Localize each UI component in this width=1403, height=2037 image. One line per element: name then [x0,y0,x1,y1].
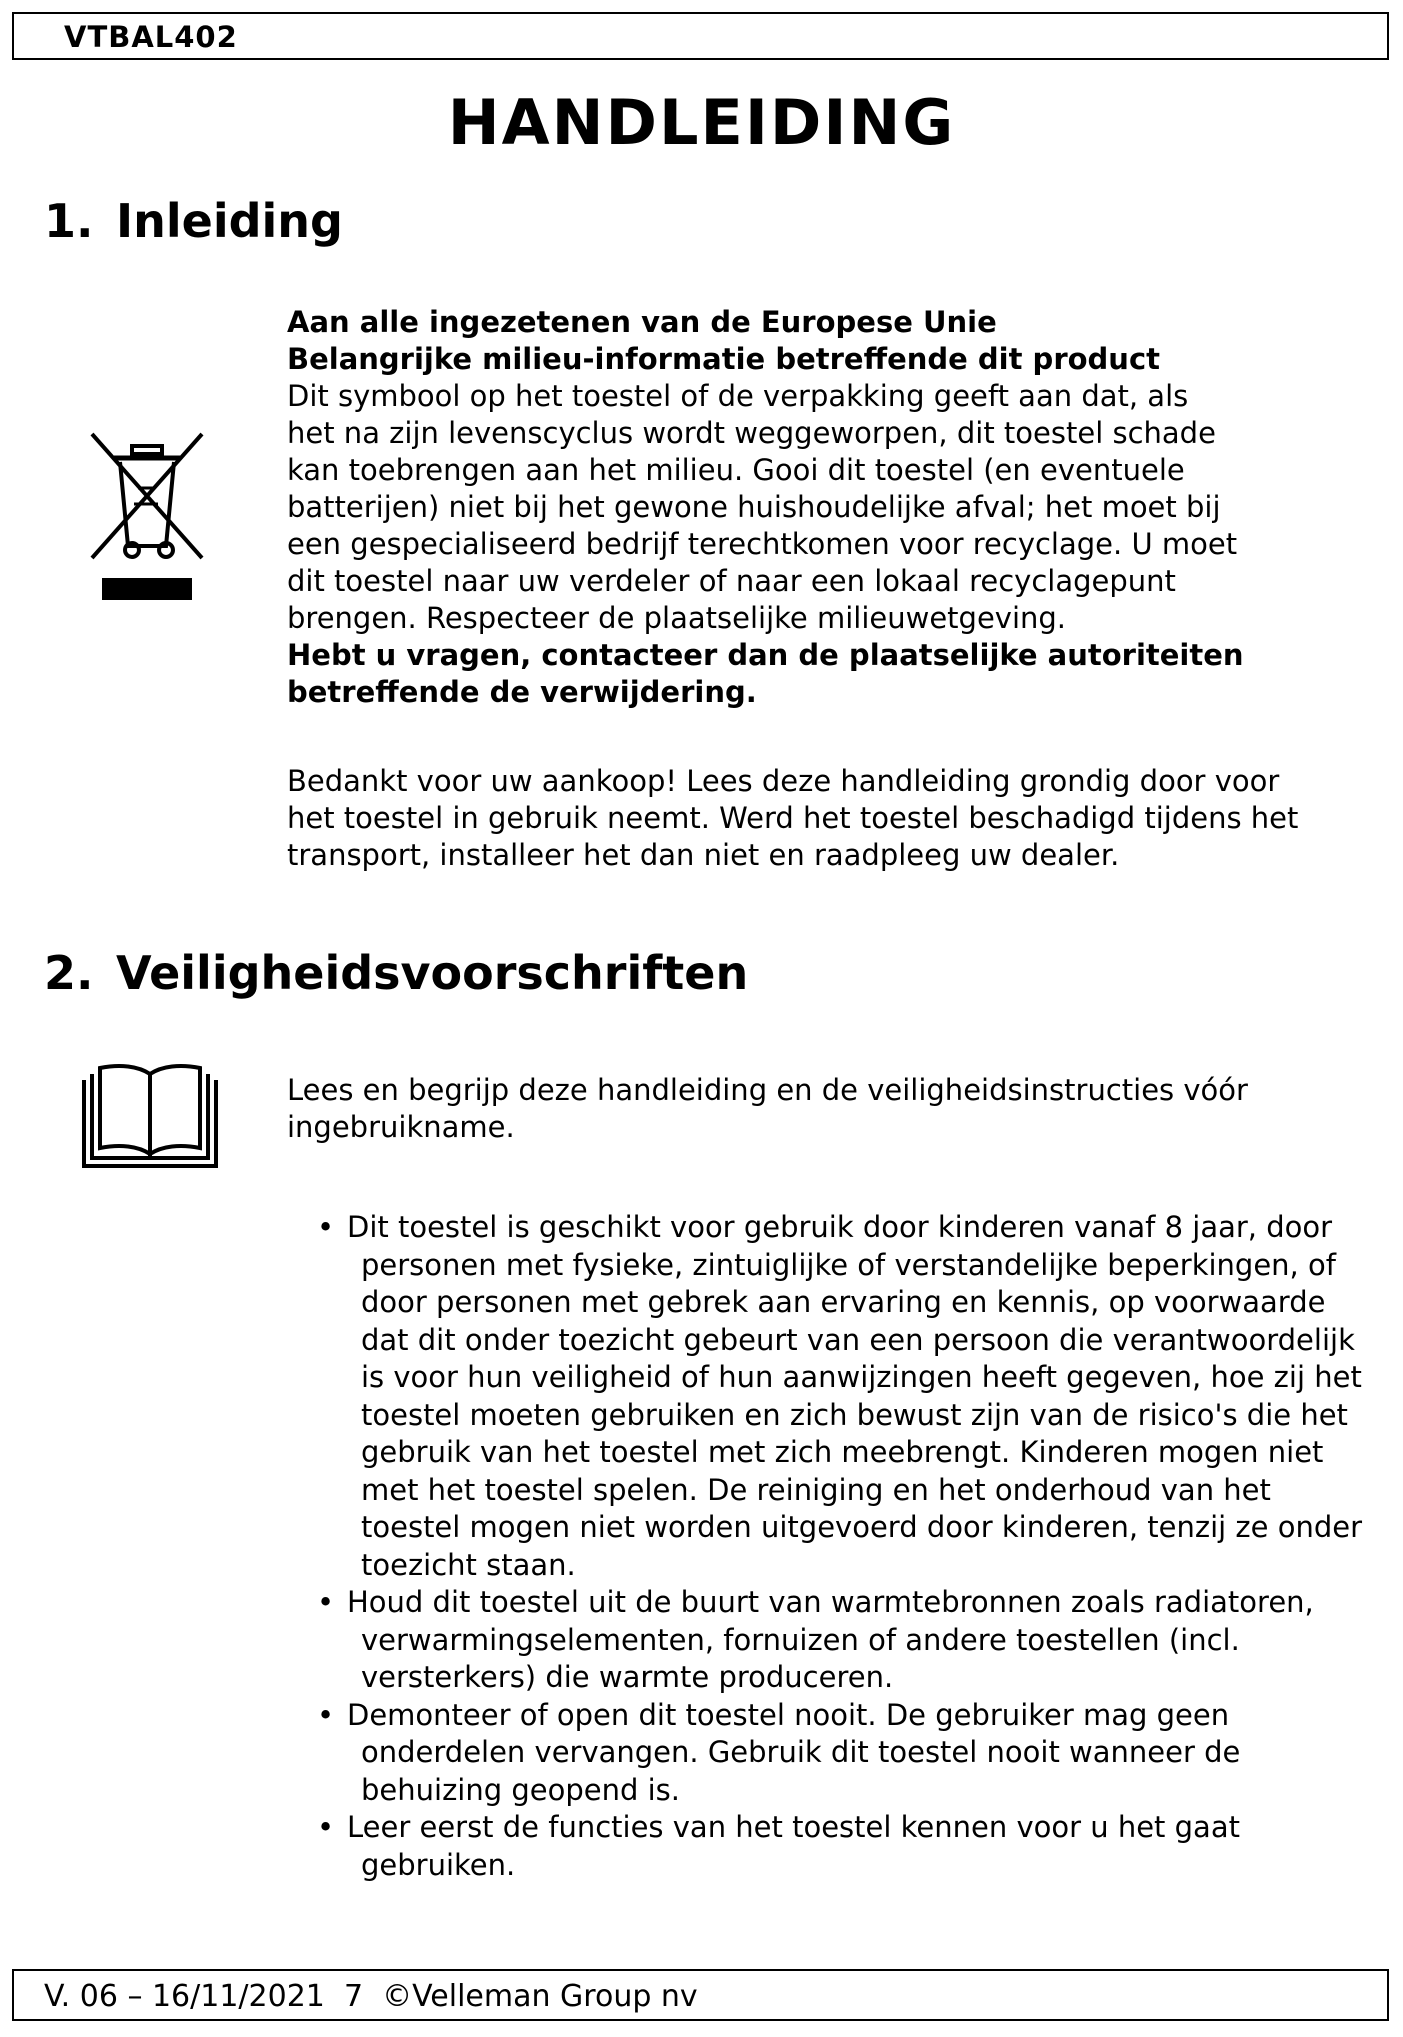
paragraph-line: Dit symbool op het toestel of de verpakking geeft aan dat, als [287,379,1189,413]
paragraph-line: batterijen) niet bij het gewone huishoudelijke afval; het moet bij [287,490,1221,524]
thanks-line: Bedankt voor uw aankoop! Lees deze handleiding grondig door voor [287,764,1280,798]
eu-heading-line: Aan alle ingezetenen van de Europese Unie [287,305,997,339]
read-manual-book-icon [80,1062,220,1170]
thanks-line: transport, installeer het dan niet en raadpleeg uw dealer. [287,838,1120,872]
bullet-text: Houd dit toestel uit de buurt van warmtebronnen zoals radiatoren, verwarmingselementen, fornuizen of andere toestellen (incl. versterkers) die warmte produceren. [347,1585,1314,1694]
list-item [287,1697,1367,1810]
bullet-icon: • [317,1210,335,1244]
thanks-line: het toestel in gebruik neemt. Werd het toestel beschadigd tijdens het [287,801,1299,835]
page-header [12,12,1389,60]
bullet-icon: • [317,1697,335,1732]
list-item [287,1209,1367,1584]
section-2-intro [287,1072,1367,1146]
paragraph-line: het na zijn levenscyclus wordt weggeworpen, dit toestel schade [287,416,1216,450]
contact-authorities-line: betreffende de verwijdering. [287,675,757,709]
section-1-heading [44,194,343,248]
paragraph-line: een gespecialiseerd bedrijf terechtkomen voor recyclage. U moet [287,527,1238,561]
intro-line: Lees en begrijp deze handleiding en de veiligheidsinstructies vóór [287,1073,1248,1107]
section-1-number: 1. [44,194,94,248]
section-1-text [287,304,1367,711]
product-code: VTBAL402 [64,20,238,54]
section-1-title: Inleiding [116,194,343,248]
safety-bullet-list [287,1209,1367,1884]
page-footer [12,1969,1389,2021]
contact-authorities-line: Hebt u vragen, contacteer dan de plaatselijke autoriteiten [287,638,1244,672]
list-item [287,1584,1367,1697]
paragraph-line: brengen. Respecteer de plaatselijke milieuwetgeving. [287,601,1067,635]
section-2-number: 2. [44,946,94,1000]
environment-heading-line: Belangrijke milieu-informatie betreffende dit product [287,342,1161,376]
bullet-icon: • [317,1810,335,1844]
list-item [287,1809,1367,1884]
document-title: HANDLEIDING [447,86,956,159]
section-2-heading [44,946,748,1000]
footer-version-text: V. 06 – 16/11/2021 7 ©Velleman Group nv [44,1979,698,2014]
paragraph-line: kan toebrengen aan het milieu. Gooi dit toestel (en eventuele [287,453,1185,487]
section-2-title: Veiligheidsvoorschriften [116,946,749,1000]
thanks-paragraph [287,763,1355,874]
bullet-text: Demonteer of open dit toestel nooit. De gebruiker mag geen onderdelen vervangen. Gebruik dit toestel nooit wanneer de behuizing geopend is. [347,1697,1241,1807]
bullet-text: Leer eerst de functies van het toestel kennen voor u het gaat gebruiken. [347,1810,1240,1882]
paragraph-line: dit toestel naar uw verdeler of naar een lokaal recyclagepunt [287,564,1176,598]
intro-line: ingebruikname. [287,1110,515,1144]
bullet-text: Dit toestel is geschikt voor gebruik door kinderen vanaf 8 jaar, door personen met fysieke, zintuiglijke of verstandelijke beperkingen, of door personen met gebrek aan ervaring en kennis, op voorwaarde dat dit onder toezicht gebeurt van een persoon die verantwoordelijk is voor hun veiligheid of hun aanwijzingen heeft gegeven, hoe zij het toestel moeten gebruiken en zich bewust zijn van de risico's die het gebruik van het toestel met zich meebrengt. Kinderen mogen niet met het toestel spelen. De reiniging en het onderhoud van het toestel mogen niet worden uitgevoerd door kinderen, tenzij ze onder toezicht staan. [347,1210,1363,1582]
bullet-icon: • [317,1585,335,1619]
weee-crossed-bin-icon [88,428,206,604]
